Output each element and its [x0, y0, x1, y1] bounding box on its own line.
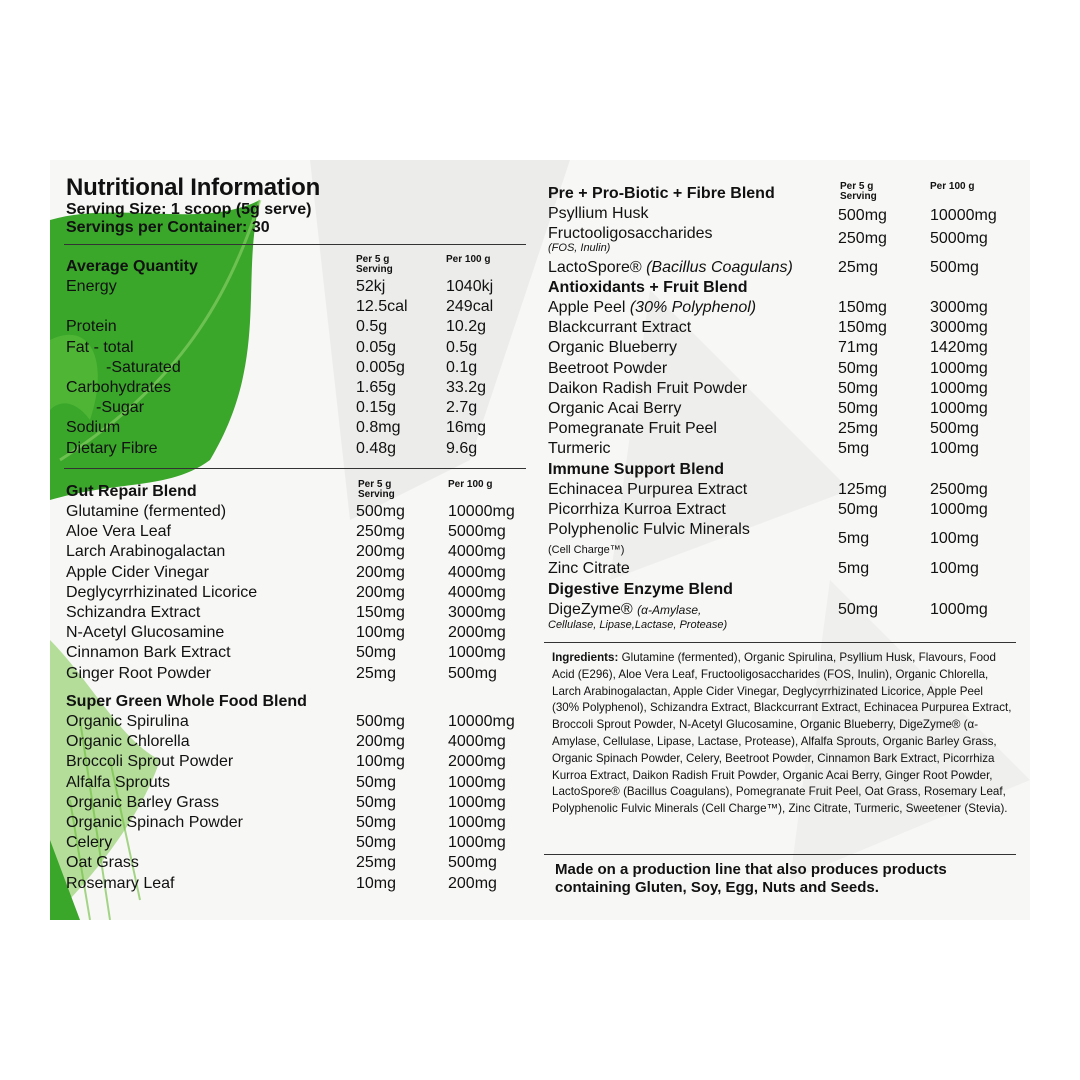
antioxidants-row-serving: 71mg — [838, 339, 879, 357]
super-green-row-name: Organic Chlorella — [66, 733, 190, 751]
super-green-row-serving: 50mg — [356, 834, 397, 852]
probiotic-row-name: LactoSpore® — [548, 259, 642, 276]
immune-row-serving: 5mg — [838, 530, 870, 547]
average-quantity-row-per100: 2.7g — [446, 399, 478, 417]
super-green-row-name: Broccoli Sprout Powder — [66, 753, 234, 771]
gut-repair-title: Gut Repair Blend — [66, 483, 197, 500]
gut-repair-row-serving: 150mg — [356, 604, 405, 621]
average-quantity-row-serving: 52kj — [356, 278, 386, 295]
antioxidants-title: Antioxidants + Fruit Blend — [548, 279, 748, 296]
average-quantity-row-name: -Sugar — [96, 399, 145, 417]
probiotic-row-per100: 5000mg — [930, 230, 988, 247]
gut-repair-row-serving: 50mg — [356, 644, 397, 662]
average-quantity-row-serving: 0.8mg — [356, 419, 401, 437]
gut-repair-row-per100: 2000mg — [448, 624, 506, 642]
super-green-row-serving: 25mg — [356, 854, 397, 872]
immune-row-name: Echinacea Purpurea Extract — [548, 481, 748, 498]
gut-repair-row-serving: 200mg — [356, 563, 405, 581]
immune-row-name: Polyphenolic Fulvic Minerals — [548, 521, 750, 538]
gut-repair-row-name: Cinnamon Bark Extract — [66, 644, 231, 662]
gut-repair-row-per100: 4000mg — [448, 583, 506, 601]
probiotic-row-per100: 10000mg — [930, 207, 997, 224]
antioxidants-row-label: Organic Acai Berry — [548, 400, 682, 417]
divider — [544, 642, 1016, 643]
antioxidants-row-per100: 3000mg — [930, 319, 988, 337]
immune-row-serving: 50mg — [838, 501, 879, 518]
divider — [64, 468, 526, 469]
super-green-row-serving: 100mg — [356, 753, 405, 771]
antioxidants-row-per100: 3000mg — [930, 299, 988, 316]
panel-title: Nutritional Information — [66, 174, 321, 201]
average-quantity-row-per100: 16mg — [446, 419, 487, 437]
divider — [544, 854, 1016, 855]
gut-repair-row-name: Larch Arabinogalactan — [66, 543, 226, 561]
immune-row-per100: 1000mg — [930, 501, 988, 518]
average-quantity-row-serving: 0.5g — [356, 318, 388, 336]
gut-repair-row-per100: 4000mg — [448, 543, 506, 561]
antioxidants-row-serving: 25mg — [838, 420, 879, 438]
average-quantity-row-name: Carbohydrates — [66, 379, 171, 396]
super-green-row-per100: 10000mg — [448, 713, 515, 730]
antioxidants-row-name — [548, 439, 611, 459]
super-green-title: Super Green Whole Food Blend — [66, 693, 307, 710]
gut-repair-row-name: Schizandra Extract — [66, 604, 201, 621]
super-green-row-name: Organic Spinach Powder — [66, 814, 243, 831]
col-header-100g: Per 100 g — [446, 254, 491, 265]
antioxidants-row-label: Blackcurrant Extract — [548, 319, 692, 337]
antioxidants-row-name — [548, 359, 667, 379]
gut-repair-row-per100: 10000mg — [448, 503, 515, 520]
average-quantity-row-name: Energy — [66, 278, 117, 295]
gut-repair-row-serving: 25mg — [356, 664, 397, 682]
ingredients-text — [552, 650, 1012, 818]
immune-row-note: (Cell Charge™) — [548, 544, 625, 556]
super-green-row-per100: 1000mg — [448, 773, 506, 791]
average-quantity-row-serving: 0.005g — [356, 358, 405, 376]
digestive-row-note: Cellulase, Lipase,Lactase, Protease) — [548, 619, 728, 631]
average-quantity-row-per100: 33.2g — [446, 379, 487, 396]
super-green-row-name: Rosemary Leaf — [66, 874, 175, 892]
gut-repair-row-name: Ginger Root Powder — [66, 664, 211, 682]
super-green-row-name: Celery — [66, 834, 113, 852]
digestive-row-name: DigeZyme® — [548, 601, 633, 618]
super-green-row-per100: 1000mg — [448, 793, 506, 811]
bg-shape — [310, 160, 570, 520]
antioxidants-row-per100: 500mg — [930, 420, 979, 438]
divider — [64, 244, 526, 245]
probiotic-row — [548, 258, 793, 278]
antioxidants-row-serving: 150mg — [838, 299, 887, 316]
probiotic-row-serving: 250mg — [838, 230, 887, 247]
average-quantity-row-serving: 0.48g — [356, 439, 397, 457]
antioxidants-row-name — [548, 318, 691, 338]
ingredients-label: Ingredients: — [552, 651, 619, 664]
average-quantity-row-serving: 0.05g — [356, 338, 397, 356]
gut-repair-row-name: Glutamine (fermented) — [66, 503, 227, 520]
probiotic-row-note: (Bacillus Coagulans) — [646, 259, 793, 276]
average-quantity-row-per100: 0.5g — [446, 338, 478, 356]
gut-repair-row-per100: 500mg — [448, 664, 497, 682]
antioxidants-row-label: Turmeric — [548, 440, 611, 458]
super-green-row-per100: 2000mg — [448, 753, 506, 771]
gut-repair-row-name: N-Acetyl Glucosamine — [66, 624, 225, 642]
super-green-row-name: Organic Spirulina — [66, 713, 189, 730]
gut-repair-row-serving: 200mg — [356, 543, 405, 561]
gut-repair-row-per100: 5000mg — [448, 523, 506, 541]
antioxidants-row-name — [548, 399, 681, 419]
super-green-row-per100: 4000mg — [448, 733, 506, 751]
immune-row-per100: 100mg — [930, 560, 979, 577]
antioxidants-row-name — [548, 298, 756, 318]
gut-repair-row-name: Aloe Vera Leaf — [66, 523, 171, 541]
immune-row-per100: 2500mg — [930, 481, 988, 498]
digestive-row-note: (α-Amylase, — [637, 603, 702, 617]
average-quantity-row-per100: 0.1g — [446, 358, 478, 376]
antioxidants-row-label: Apple Peel — [548, 299, 626, 316]
super-green-row-serving: 50mg — [356, 793, 397, 811]
col-header-serving: Per 5 g Serving — [356, 254, 393, 275]
super-green-row-per100: 500mg — [448, 854, 497, 872]
average-quantity-row-serving: 1.65g — [356, 379, 397, 396]
super-green-row-serving: 50mg — [356, 814, 397, 831]
antioxidants-row-label: Daikon Radish Fruit Powder — [548, 379, 748, 397]
antioxidants-row-per100: 1000mg — [930, 359, 988, 377]
antioxidants-row-name — [548, 379, 747, 399]
super-green-row-name: Oat Grass — [66, 854, 139, 872]
antioxidants-row-note: (30% Polyphenol) — [625, 299, 757, 316]
immune-row-serving: 125mg — [838, 481, 887, 498]
col-header-100g: Per 100 g — [448, 479, 493, 490]
gut-repair-row-serving: 100mg — [356, 624, 405, 642]
gut-repair-row-serving: 500mg — [356, 503, 405, 520]
ingredients-list: Glutamine (fermented), Organic Spirulina, Psyllium Husk, Flavours, Food Acid (E296), Aloe Vera Leaf, Fructooligosaccharides (FOS, Inulin), Organic Chlorella, Larch Arabinogalactan, Apple Cider Vinegar, Deglycyrrhizinated Licorice, Apple Peel (30% Polyphenol), Schizandra Extract, Blackcurrant Extract, Echinacea Purpurea Extract, Broccoli Sprout Powder, N-Acetyl Glucosamine, Organic Blueberry, DigeZyme® (α-Amylase, Cellulase, Lipase, Lactase, Protease), Alfalfa Sprouts, Organic Barley Grass, Organic Spinach Powder, Celery, Beetroot Powder, Cinnamon Bark Extract, Picorrhiza Kurroa Extract, Daikon Radish Fruit Powder, Organic Acai Berry, Ginger Root Powder, LactoSpore® (Bacillus Coagulans), Pomegranate Fruit Peel, Oat Grass, Rosemary Leaf, Polyphenolic Fulvic Minerals (Cell Charge™), Zinc Citrate, Turmeric, Sweetener (Stevia). — [552, 651, 1012, 816]
gut-repair-row-name: Deglycyrrhizinated Licorice — [66, 583, 258, 601]
super-green-row-name: Alfalfa Sprouts — [66, 773, 171, 791]
immune-row-name: Picorrhiza Kurroa Extract — [548, 501, 726, 518]
digestive-row-serving: 50mg — [838, 601, 879, 618]
antioxidants-row-label: Beetroot Powder — [548, 359, 668, 377]
antioxidants-row-serving: 150mg — [838, 319, 887, 337]
gut-repair-row-serving: 200mg — [356, 583, 405, 601]
allergen-statement: Made on a production line that also produces products containing Gluten, Soy, Egg, Nuts and Seeds. — [555, 861, 947, 896]
average-quantity-row-serving: 0.15g — [356, 399, 397, 417]
super-green-row-per100: 1000mg — [448, 834, 506, 852]
super-green-row-per100: 1000mg — [448, 814, 506, 831]
average-quantity-row-name: Fat - total — [66, 338, 134, 356]
antioxidants-row-name — [548, 419, 717, 439]
servings-per-container: Servings per Container: 30 — [66, 219, 270, 236]
antioxidants-row-per100: 1000mg — [930, 379, 988, 397]
digestive-row-per100: 1000mg — [930, 601, 988, 618]
average-quantity-row-per100: 1040kj — [446, 278, 494, 295]
probiotic-row-name: Fructooligosaccharides — [548, 225, 713, 242]
col-header-100g: Per 100 g — [930, 181, 975, 192]
col-header-serving: Per 5 g Serving — [840, 181, 877, 202]
digestive-title: Digestive Enzyme Blend — [548, 581, 733, 598]
probiotic-row-serving: 500mg — [838, 207, 887, 224]
antioxidants-row-serving: 50mg — [838, 359, 879, 377]
antioxidants-row-per100: 1420mg — [930, 339, 988, 357]
average-quantity-title: Average Quantity — [66, 258, 198, 275]
average-quantity-row-per100: 9.6g — [446, 439, 478, 457]
probiotic-title: Pre + Pro-Biotic + Fibre Blend — [548, 185, 775, 202]
super-green-row-per100: 200mg — [448, 874, 497, 892]
nutrition-panel — [50, 160, 1030, 920]
antioxidants-row-per100: 100mg — [930, 440, 979, 458]
super-green-row-serving: 50mg — [356, 773, 397, 791]
average-quantity-row-serving: 12.5cal — [356, 298, 408, 316]
average-quantity-row-per100: 10.2g — [446, 318, 487, 336]
probiotic-row-name: Psyllium Husk — [548, 205, 649, 222]
digestive-row — [548, 600, 701, 620]
average-quantity-row-name: Dietary Fibre — [66, 439, 158, 457]
immune-row-name: Zinc Citrate — [548, 560, 630, 577]
antioxidants-row-name — [548, 338, 677, 358]
probiotic-row-note: (FOS, Inulin) — [548, 242, 611, 254]
gut-repair-row-per100: 3000mg — [448, 604, 506, 621]
antioxidants-row-serving: 5mg — [838, 440, 870, 458]
average-quantity-row-name: Sodium — [66, 419, 121, 437]
antioxidants-row-per100: 1000mg — [930, 400, 988, 417]
probiotic-row-serving: 25mg — [838, 259, 879, 276]
probiotic-row-per100: 500mg — [930, 259, 979, 276]
antioxidants-row-serving: 50mg — [838, 400, 879, 417]
antioxidants-row-label: Organic Blueberry — [548, 339, 677, 357]
immune-row-per100: 100mg — [930, 530, 979, 547]
gut-repair-row-serving: 250mg — [356, 523, 405, 541]
super-green-row-name: Organic Barley Grass — [66, 793, 219, 811]
super-green-row-serving: 200mg — [356, 733, 405, 751]
antioxidants-row-label: Pomegranate Fruit Peel — [548, 420, 717, 438]
super-green-row-serving: 500mg — [356, 713, 405, 730]
super-green-row-serving: 10mg — [356, 874, 397, 892]
average-quantity-row-name: -Saturated — [106, 358, 181, 376]
gut-repair-row-per100: 1000mg — [448, 644, 506, 662]
gut-repair-row-name: Apple Cider Vinegar — [66, 563, 209, 581]
col-header-serving: Per 5 g Serving — [358, 479, 395, 500]
average-quantity-row-name: Protein — [66, 318, 117, 336]
gut-repair-row-per100: 4000mg — [448, 563, 506, 581]
immune-title: Immune Support Blend — [548, 461, 724, 478]
antioxidants-row-serving: 50mg — [838, 379, 879, 397]
average-quantity-row-per100: 249cal — [446, 298, 494, 316]
serving-size: Serving Size: 1 scoop (5g serve) — [66, 201, 312, 218]
immune-row-serving: 5mg — [838, 560, 870, 577]
